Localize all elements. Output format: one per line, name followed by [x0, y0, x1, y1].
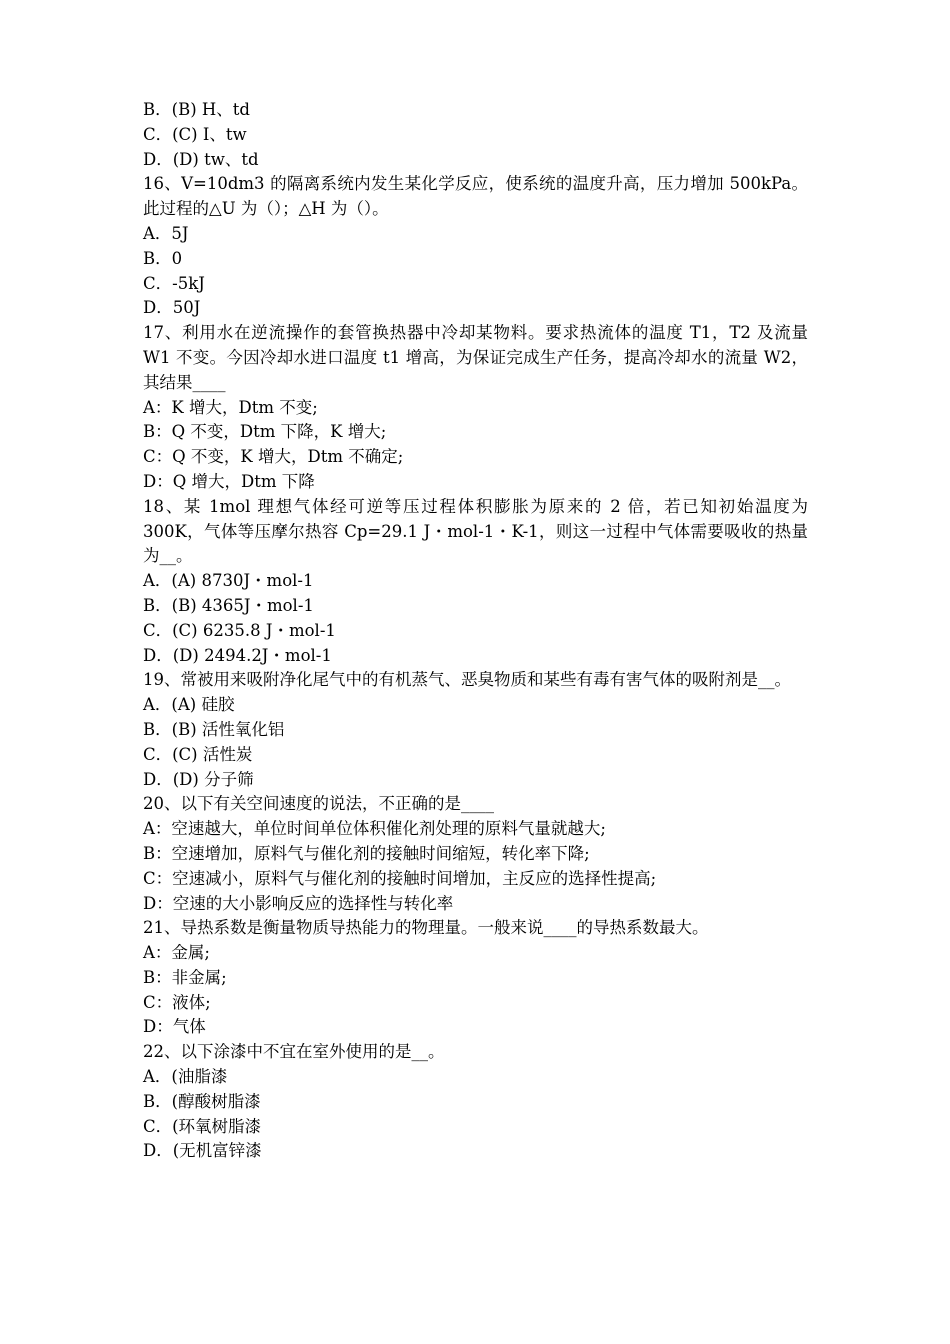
answer-option: A．(油脂漆	[143, 1067, 228, 1087]
answer-option: D．(D) 分子筛	[143, 769, 254, 789]
answer-option: D．(D) tw、td	[143, 149, 259, 169]
answer-option: D：气体	[143, 1017, 206, 1037]
answer-option: B．(B) 活性氧化铝	[143, 719, 285, 739]
answer-option: C．(C) 活性炭	[143, 744, 253, 764]
question-text: 22、以下涂漆中不宜在室外使用的是__。	[143, 1042, 445, 1062]
question-text: 21、导热系数是衡量物质导热能力的物理量。一般来说____的导热系数最大。	[143, 918, 709, 938]
answer-option: B．0	[143, 248, 183, 268]
question-text: 17、利用水在逆流操作的套管换热器中冷却某物料。要求热流体的温度 T1，T2 及流量 W1 不变。今因冷却水进口温度 t1 增高，为保证完成生产任务，提高冷却水的流量 W2，其结果____	[143, 323, 808, 392]
answer-option: B：空速增加，原料气与催化剂的接触时间缩短，转化率下降;	[143, 843, 590, 863]
answer-option: A．(A) 8730J・mol-1	[143, 571, 314, 591]
answer-option: B．(B) H、td	[143, 100, 250, 119]
answer-option: A：空速越大，单位时间单位体积催化剂处理的原料气量就越大;	[143, 819, 606, 839]
answer-option: B：Q 不变，Dtm 下降，K 增大;	[143, 422, 387, 442]
answer-option: D．(无机富锌漆	[143, 1141, 262, 1161]
question-text: 20、以下有关空间速度的说法，不正确的是____	[143, 794, 494, 814]
answer-option: C：空速减小，原料气与催化剂的接触时间增加，主反应的选择性提高;	[143, 868, 657, 888]
answer-option: C：液体;	[143, 992, 211, 1012]
answer-option: C：Q 不变，K 增大，Dtm 不确定;	[143, 447, 404, 467]
answer-option: A：金属;	[143, 943, 210, 963]
answer-option: D．(D) 2494.2J・mol-1	[143, 645, 332, 665]
answer-option: D．50J	[143, 298, 201, 318]
question-text: 16、V=10dm3 的隔离系统内发生某化学反应，使系统的温度升高，压力增加 500kPa。此过程的△U 为（）；△H 为（）。	[143, 174, 808, 219]
document-body	[143, 98, 808, 1164]
answer-option: C．(C) I、tw	[143, 124, 247, 144]
answer-option: B．(B) 4365J・mol-1	[143, 595, 314, 615]
question-text: 18、某 1mol 理想气体经可逆等压过程体积膨胀为原来的 2 倍，若已知初始温度为 300K，气体等压摩尔热容 Cp=29.1 J・mol-1・K-1，则这一过程中气体需要吸收的热量为__。	[143, 496, 808, 566]
answer-option: C．(环氧树脂漆	[143, 1116, 262, 1136]
question-text: 19、常被用来吸附净化尾气中的有机蒸气、恶臭物质和某些有毒有害气体的吸附剂是__。	[143, 670, 791, 690]
answer-option: C．-5kJ	[143, 273, 205, 293]
answer-option: B．(醇酸树脂漆	[143, 1091, 261, 1111]
answer-option: A．5J	[143, 223, 189, 243]
answer-option: A．(A) 硅胶	[143, 695, 235, 715]
answer-option: C．(C) 6235.8 J・mol-1	[143, 620, 336, 640]
answer-option: A：K 增大，Dtm 不变;	[143, 397, 318, 417]
answer-option: D：空速的大小影响反应的选择性与转化率	[143, 893, 454, 913]
answer-option: D：Q 增大，Dtm 下降	[143, 471, 315, 491]
answer-option: B：非金属;	[143, 967, 227, 987]
